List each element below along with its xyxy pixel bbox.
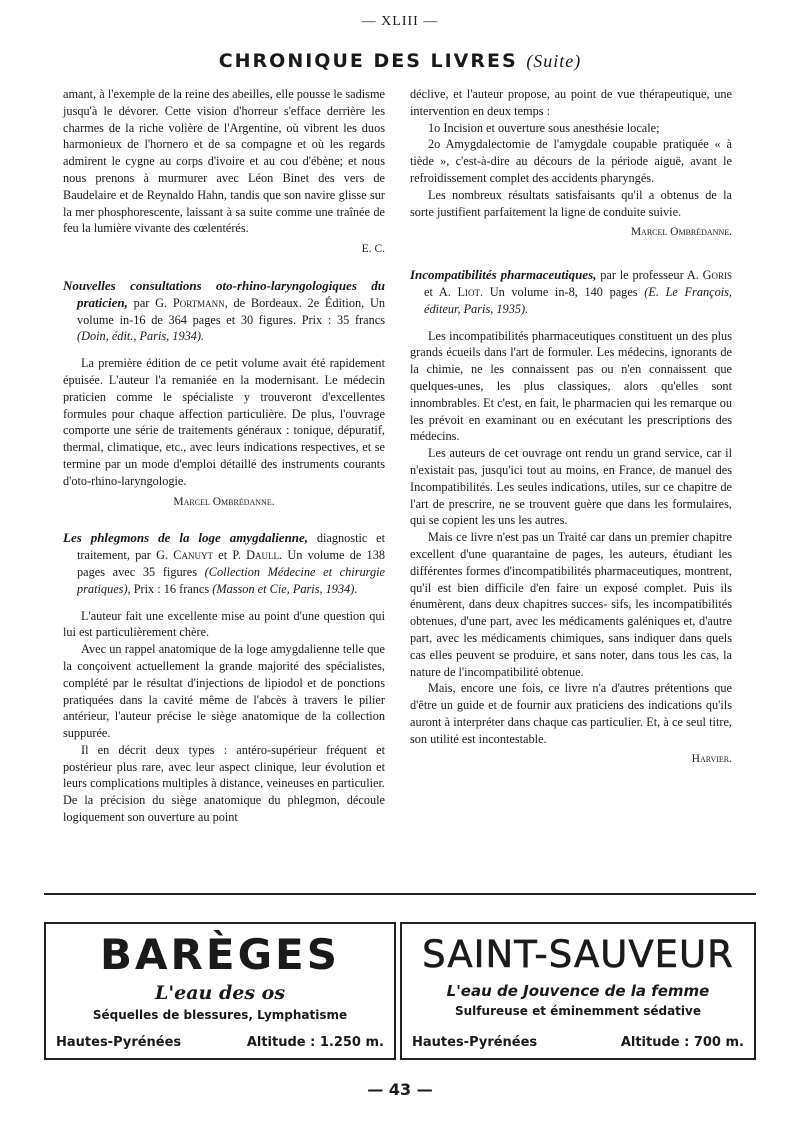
text-run: Mais ce livre n'est pas un Traité car dans un premier chapitre excellent d'une quarantaine de pages, les auteurs, étudiant les différentes formes d'incompatibilités pharmaceutiques, montrent, qu'il est bien difficile d'en faire un exposé complet. Puis ils énumèrent, dans deux chapitres succes- sifs, les incompatibilités obtenues, d'une part, avec les (410, 530, 732, 629)
ad-name: SAINT-SAUVEUR (422, 933, 734, 976)
paragraph: Avec un rappel anatomique de la loge amygdalienne telle que la conçoivent actuellement la grande majorité des spécialistes, complété par le résultat d'injections de lipiodol et de ponctions pratiquées dans la cavité même de l'abcès à travers le pilier antérieur, l'auteur précise le siège anatomique de la collection suppurée. (63, 642, 385, 741)
right-column (410, 86, 732, 772)
list-item: 1o Incision et ouverture sous anesthésie locale; (428, 120, 660, 135)
section-title: CHRONIQUE DES LIVRES (218, 50, 518, 72)
paragraph: Les auteurs de cet ouvrage ont rendu un grand service, car il n'existait pas, jusqu'ici tout au moins, en France, de manuel des Incompatibilités. Les seules indications, utiles, sur ce chapitre de l'art de prescrire, ne se trouvent guère que dans les formulaires, qui se copient les uns les autres. (410, 446, 732, 528)
review-meta: et A. (424, 284, 458, 299)
ad-tagline: L'eau de Jouvence de la femme (446, 982, 710, 1000)
text-run: , sans indiquer dans quels cas elles peuvent se produire, et sans noter, dans tous les cas, la nature de l'incompatibilité obtenue. (410, 630, 732, 679)
review-heading-3 (410, 267, 732, 317)
review-heading-2 (63, 530, 385, 597)
review-meta: par le professeur A. (596, 268, 703, 283)
page-number: — 43 — (367, 1080, 433, 1099)
review-meta: . Un volume de 138 pages avec 35 figures (77, 548, 385, 579)
list-item: 2o Amygdalectomie de l'amygdale coupable pratiquée « à tiède », c'est-à-dire au décours de la période aiguë, avant le refroidissement complet des accidents pharyngés. (410, 137, 732, 185)
section-header (0, 50, 800, 72)
paragraph: Les nombreux résultats satisfaisants qu'il a obtenus de la sorte justifient parfaitement la ligne de conduite suivie. (410, 187, 732, 219)
review-meta: diagnostic et traitement, par G. (77, 531, 385, 563)
review-meta: . Un volume in-8, 140 pages (479, 284, 645, 299)
review-publisher: (E. Le François, éditeur, Paris, 1935). (424, 284, 732, 316)
section-suite: (Suite) (526, 51, 582, 71)
review-title: Incompatibilités pharmaceutiques, (410, 267, 597, 283)
signature: Marcel Ombrédanne. (173, 495, 275, 508)
ad-region: Hautes-Pyrénées (56, 1035, 182, 1050)
ad-altitude: Altitude : 1.250 m. (246, 1035, 384, 1050)
left-column (63, 86, 385, 826)
review-author: Portmann (172, 295, 225, 310)
paragraph: déclive, et l'auteur propose, au point de vue thérapeutique, une intervention en deux temps : (410, 87, 732, 118)
divider-rule (44, 893, 756, 895)
ad-description: Séquelles de blessures, Lymphatisme (92, 1008, 348, 1022)
review-heading-1 (63, 278, 385, 345)
review-publisher: (Masson et Cie, Paris, 1934). (212, 581, 358, 596)
ad-tagline: L'eau des os (154, 982, 286, 1004)
review-publisher: (Doin, édit., Paris, 1934). (77, 329, 205, 344)
advertisement-bareges (44, 922, 396, 1060)
paragraph: Mais, encore une fois, ce livre n'a d'autres prétentions que d'être un guide et de fournir aux praticiens des indications qu'ils auront à interpréter dans chaque cas particulier. Et, à ce seul titre, son utilité est incontestable. (410, 681, 732, 746)
ad-altitude: Altitude : 700 m. (620, 1035, 744, 1050)
paragraph: La première édition de ce petit volume avait été rapidement épuisée. L'auteur l'a remaniée en la modernisant. Le médecin praticien comme le spécialiste y trouveront d'excellentes formules pour chaque affection particulière. De plus, l'ouvrage comporte une série de traitements généraux : tonique, dépuratif, thermal, climatique, etc., avec leurs indications respectives, et se termine par un mode d'emploi détaillé des instruments courants d'oto-rhino-laryngologie. (63, 356, 385, 488)
review-collection: (Collection Médecine et chirurgie pratiques), (77, 564, 385, 596)
signature: Harvier. (691, 753, 732, 766)
signature: E. C. (361, 243, 385, 256)
text-run: et, d'autre part, avec les (410, 614, 732, 645)
review-meta: , de Bordeaux. 2e Édition, Un volume in-16 de 364 pages et 30 figures. Prix : 35 francs (77, 295, 385, 327)
paragraph: L'auteur fait une excellente mise au point d'une question qui lui est particulièrement chère. (63, 608, 385, 640)
review-title: Les phlegmons de la loge amygdalienne, (63, 530, 309, 546)
review-author: Canuyt (173, 548, 213, 563)
paragraph: amant, à l'exemple de la reine des abeilles, elle pousse le sadisme jusqu'à le dévorer. Cette vision d'horreur s'efface derrière les charmes de la riche volière de l'Argentine, où vibrent les duos harmonieux de l'hornero et de sa compagne et où les regards admirent le cygne au corps d'ivoire et au cou d'ébène; et nous nous prenons à murmurer avec Léon Binet des vers de Baudelaire et de Reynaldo Hahn, tandis que son navire glisse sur la mer phosphorescente, laissant à sa suite comme une traînée de feu la lumière vivante des cœlentérés. (63, 87, 385, 236)
review-meta: et P. (213, 548, 247, 563)
review-author: Daull (246, 548, 280, 563)
review-title: Nouvelles consultations oto-rhino-laryngologiques du praticien, (63, 277, 385, 310)
emphasis: médicaments chimiques (481, 630, 602, 645)
ad-region: Hautes-Pyrénées (412, 1035, 538, 1050)
ad-name: BARÈGES (100, 930, 340, 979)
paragraph: Les incompatibilités pharmaceutiques constituent un des plus grands écueils dans l'art de formuler. Les médecins, ignorants de la chimie, ne les connaissent pas ou n'en connaissent que quelques-unes, les plus classiques, alors qu'elles sont innombrables. Et c'est, en fait, le pharmacien qui les remarque ou les prévoit en examinant ou en exécutant les prescriptions des médecins. (410, 328, 732, 444)
review-author: Liot (457, 284, 480, 299)
review-author: Goris (702, 268, 732, 283)
emphasis: médicaments galéniques (559, 614, 681, 629)
signature: Marcel Ombrédanne. (630, 226, 732, 239)
page-roman-numeral: — XLIII — (361, 14, 439, 29)
paragraph: Il en décrit deux types : antéro-supérieur fréquent et postérieur plus rare, avec leur aspect clinique, leur évolution et leurs complications multiples à distance, veineuses en particulier. De la précision du siège anatomique du phlegmon, découle logiquement son ouverture au point (63, 742, 385, 825)
paragraph (410, 529, 732, 680)
review-meta: Prix : 16 francs (130, 581, 213, 596)
review-meta: par G. (127, 295, 173, 310)
ad-description: Sulfureuse et éminemment sédative (455, 1004, 701, 1018)
advertisement-saint-sauveur (400, 922, 756, 1060)
